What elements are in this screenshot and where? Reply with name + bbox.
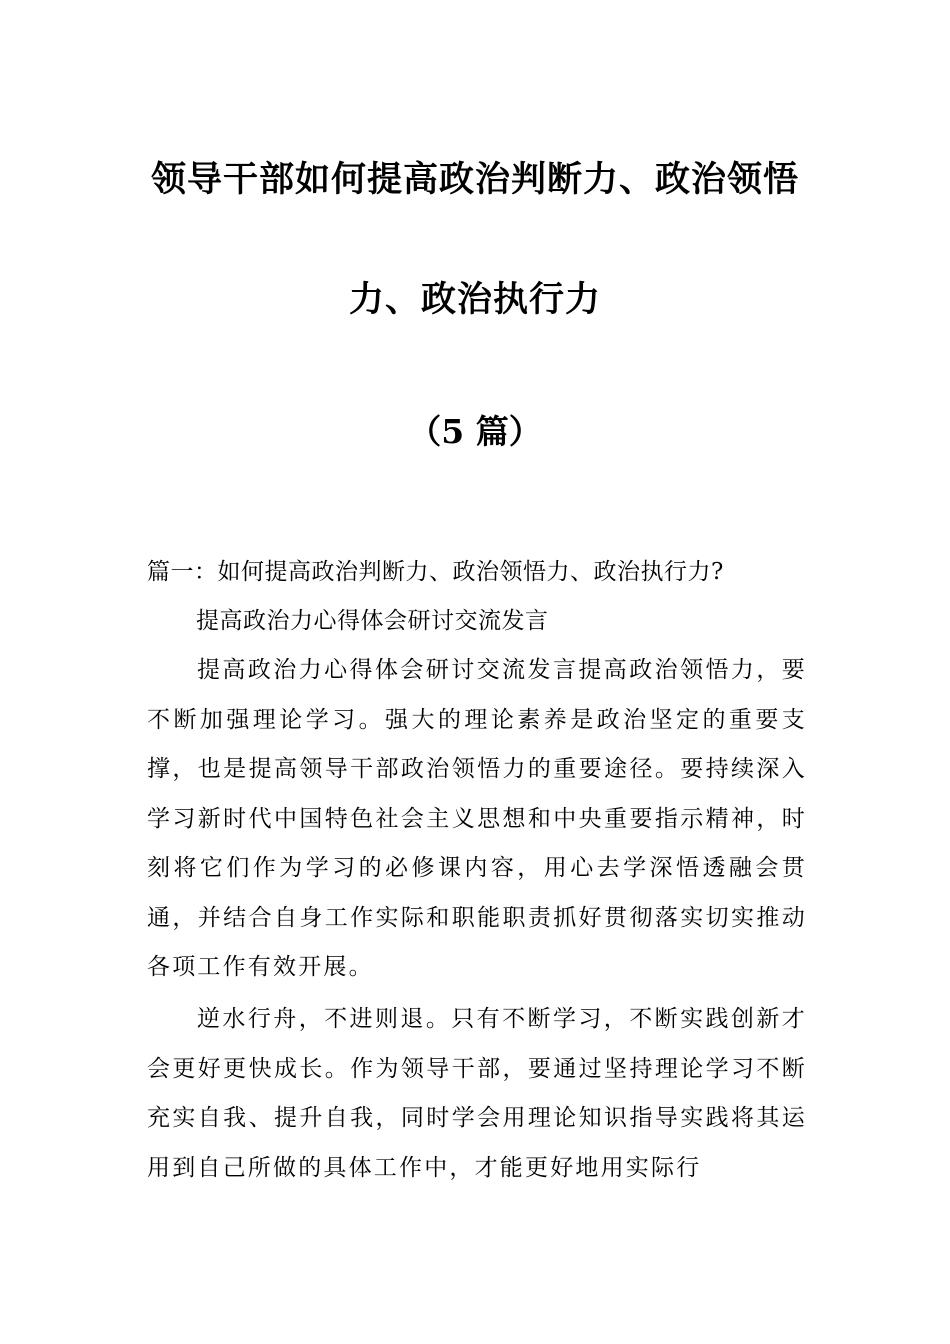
body-paragraph-1: 提高政治力心得体会研讨交流发言提高政治领悟力，要不断加强理论学习。强大的理论素养是政治坚定的重要支撑，也是提高领导干部政治领悟力的重要途径。要持续深入学习新时代中国特色社会主义思想和中央重要指示精神，时刻将它们作为学习的必修课内容，用心去学深悟透融会贯通，并结合自身工作实际和职能职责抓好贯彻落实切实推动各项工作有效开展。 <box>147 657 807 980</box>
document-subtitle: （5 篇） <box>408 412 542 451</box>
body-paragraph-2: 逆水行舟，不进则退。只有不断学习，不断实践创新才会更好更快成长。作为领导干部，要通过坚持理论学习不断充实自我、提升自我，同时学会用理论知识指导实践将其运用到自己所做的具体工作中，才能更好地用实际行 <box>147 1006 807 1181</box>
document-title-line-2: 力、政治执行力 <box>348 279 601 320</box>
document-title-line-1: 领导干部如何提高政治判断力、政治领悟 <box>150 159 799 200</box>
section-subheading: 提高政治力心得体会研讨交流发言 <box>196 608 549 634</box>
section-heading: 篇一：如何提高政治判断力、政治领悟力、政治执行力? <box>147 559 724 585</box>
